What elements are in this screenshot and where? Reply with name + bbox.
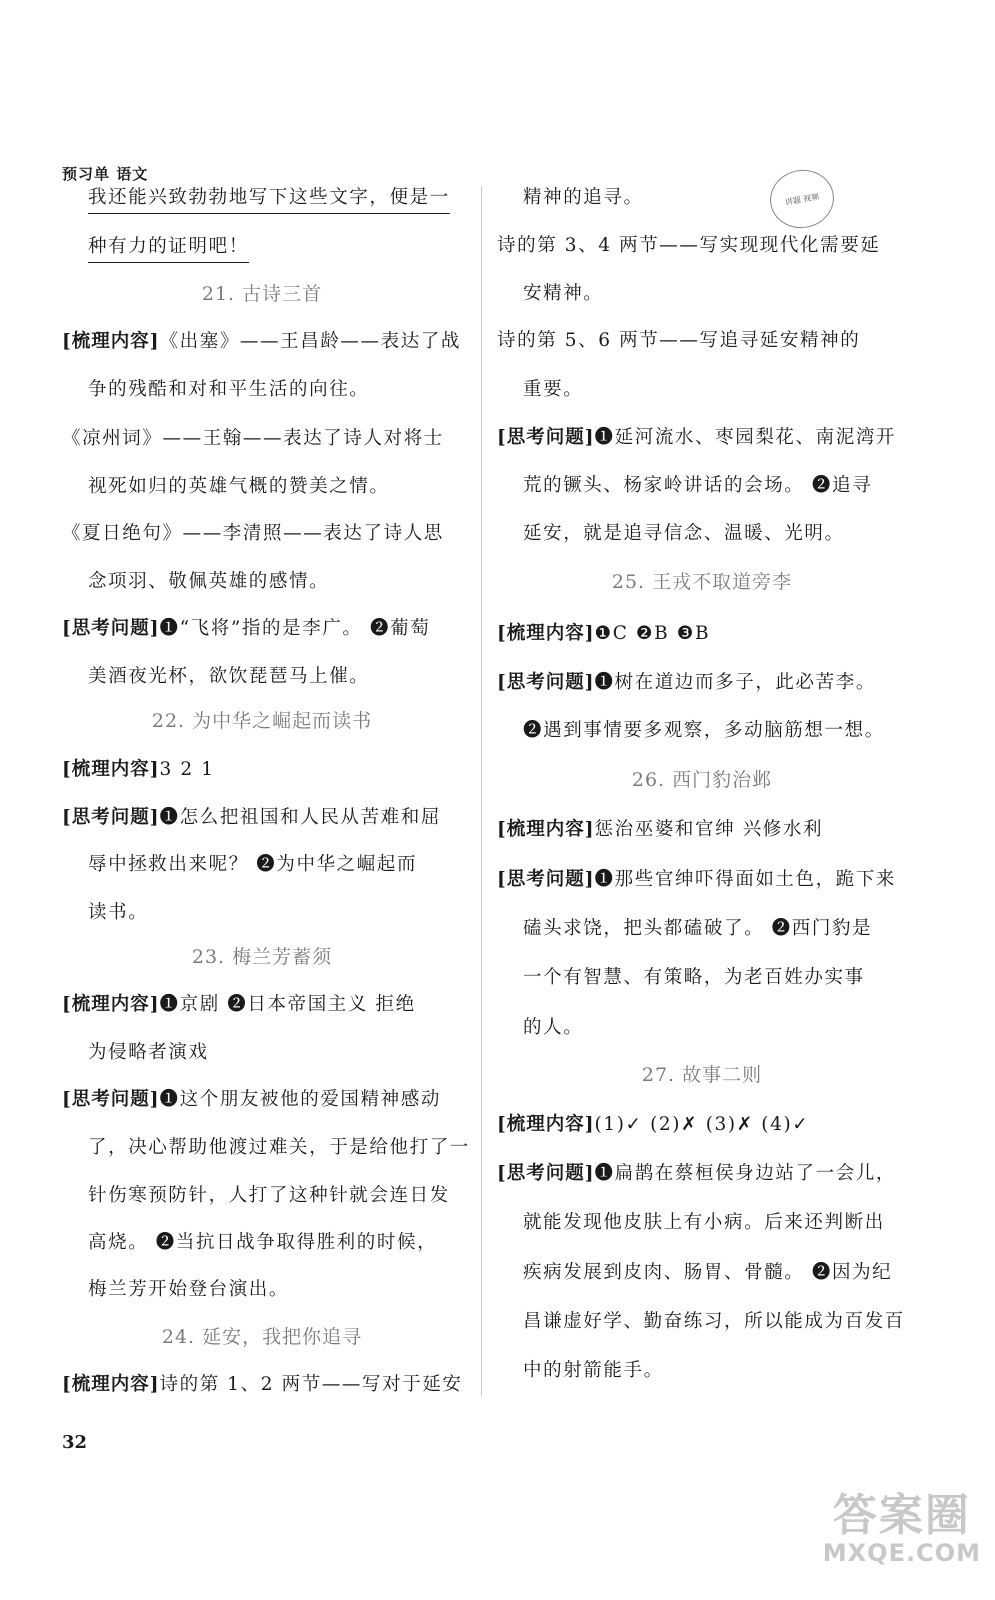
section-tag: [梳理内容] [497, 819, 595, 840]
watermark-logo: 答案圈 [832, 1490, 971, 1541]
section-line: 中的射箭能手。 [523, 1360, 664, 1381]
section-line [62, 758, 215, 782]
section-line: 视死如归的英雄气概的赞美之情。 [88, 476, 390, 497]
section-line: 念项羽、敬佩英雄的感情。 [88, 571, 330, 592]
section-line: 精神的追寻。 [523, 187, 644, 208]
section-tag: [思考问题] [497, 672, 595, 693]
section-line [497, 818, 823, 842]
intro-line: 种有力的证明吧！ [88, 235, 249, 263]
section-title-25: 25. 王戎不取道旁李 [611, 571, 793, 593]
section-text: ❶那些官绅吓得面如土色，跪下来 [594, 869, 897, 890]
section-line: 诗的第 5、6 两节——写追寻延安精神的 [497, 330, 861, 351]
section-tag: [梳理内容] [497, 1114, 595, 1135]
section-line [497, 671, 876, 695]
section-line: 了，决心帮助他渡过难关，于是给他打了一 [88, 1137, 470, 1158]
section-tag: [思考问题] [62, 618, 160, 639]
section-line: 争的残酷和对和平生活的向往。 [88, 379, 370, 400]
section-text: ❶C ❷B ❸B [594, 623, 711, 644]
section-tag: [思考问题] [497, 869, 595, 890]
section-line [62, 330, 461, 354]
section-line [62, 617, 430, 641]
section-line: 磕头求饶，把头都磕破了。 ❷西门豹是 [523, 918, 873, 939]
section-line [497, 1113, 809, 1137]
section-text: 诗的第 1、2 两节——写对于延安 [159, 1374, 463, 1395]
section-line [497, 426, 896, 450]
section-title-21: 21. 古诗三首 [201, 283, 323, 305]
section-line [497, 868, 896, 892]
section-text: 3 2 1 [159, 759, 215, 780]
section-tag: [思考问题] [497, 427, 595, 448]
section-line: 读书。 [88, 902, 149, 923]
page-number: 32 [62, 1432, 88, 1453]
section-line [62, 1088, 441, 1112]
section-line [62, 806, 441, 830]
section-tag: [思考问题] [497, 1163, 595, 1184]
section-line: ❷遇到事情要多观察，多动脑筋想一想。 [523, 720, 885, 741]
section-line: 荒的镢头、杨家岭讲话的会场。 ❷追寻 [523, 475, 873, 496]
section-title-23: 23. 梅兰芳蓄须 [191, 946, 333, 968]
section-line: 辱中拯救出来呢？ ❷为中华之崛起而 [88, 854, 418, 875]
section-text: ❶怎么把祖国和人民从苦难和屈 [159, 807, 441, 828]
section-text: ❶京剧 ❷日本帝国主义 拒绝 [159, 994, 416, 1015]
section-line: 疾病发展到皮肉、肠胃、骨髓。 ❷因为纪 [523, 1262, 893, 1283]
section-line: 《夏日绝句》——李清照——表达了诗人思 [62, 523, 444, 544]
section-tag: [梳理内容] [62, 759, 160, 780]
section-text: (1)✓ (2)✗ (3)✗ (4)✓ [594, 1114, 810, 1135]
section-title-22: 22. 为中华之崛起而读书 [151, 710, 373, 732]
section-title-27: 27. 故事二则 [641, 1064, 763, 1086]
section-tag: [梳理内容] [62, 331, 160, 352]
video-seal-stamp: 讲题 视频 [765, 165, 838, 233]
section-tag: [梳理内容] [497, 623, 595, 644]
section-tag: [思考问题] [62, 807, 160, 828]
section-line [62, 1373, 463, 1397]
section-line: 重要。 [523, 379, 584, 400]
section-text: 惩治巫婆和官绅 兴修水利 [594, 819, 824, 840]
section-tag: [梳理内容] [62, 1374, 160, 1395]
section-line: 一个有智慧、有策略，为老百姓办实事 [523, 967, 865, 988]
section-text: ❶延河流水、枣园梨花、南泥湾开 [594, 427, 897, 448]
section-text: ❶树在道边而多子，此必苦李。 [594, 672, 876, 693]
section-line: 昌谦虚好学、勤奋练习，所以能成为百发百 [523, 1311, 905, 1332]
section-tag: [梳理内容] [62, 994, 160, 1015]
section-line: 的人。 [523, 1017, 584, 1038]
section-line: 梅兰芳开始登台演出。 [88, 1279, 290, 1300]
section-text: ❶这个朋友被他的爱国精神感动 [159, 1089, 441, 1110]
section-line [497, 1162, 896, 1186]
section-line: 高烧。 ❷当抗日战争取得胜利的时候， [88, 1232, 438, 1253]
intro-line: 我还能兴致勃勃地写下这些文字，便是一 [88, 186, 450, 214]
section-text: 《出塞》——王昌龄——表达了战 [159, 331, 462, 352]
section-line: 就能发现他皮肤上有小病。后来还判断出 [523, 1212, 885, 1233]
section-title-24: 24. 延安，我把你追寻 [161, 1326, 363, 1348]
section-line [497, 622, 710, 646]
section-line: 针伤寒预防针，人打了这种针就会连日发 [88, 1185, 450, 1206]
watermark [822, 1490, 981, 1567]
section-title-26: 26. 西门豹治邺 [631, 769, 773, 791]
watermark-url: MXQE.COM [822, 1539, 981, 1567]
section-line: 诗的第 3、4 两节——写实现现代化需要延 [497, 235, 881, 256]
section-text: ❶扁鹊在蔡桓侯身边站了一会儿， [594, 1163, 897, 1184]
column-divider [481, 186, 482, 1396]
section-line [62, 993, 416, 1017]
section-line: 美酒夜光杯，欲饮琵琶马上催。 [88, 666, 370, 687]
section-line: 安精神。 [523, 283, 604, 304]
section-line: 《凉州词》——王翰——表达了诗人对将士 [62, 428, 444, 449]
section-line: 延安，就是追寻信念、温暖、光明。 [523, 523, 845, 544]
section-line: 为侵略者演戏 [88, 1042, 209, 1063]
page-header: 预习单 语文 [62, 165, 149, 183]
section-text: ❶“飞将”指的是李广。 ❷葡萄 [159, 618, 431, 639]
section-tag: [思考问题] [62, 1089, 160, 1110]
